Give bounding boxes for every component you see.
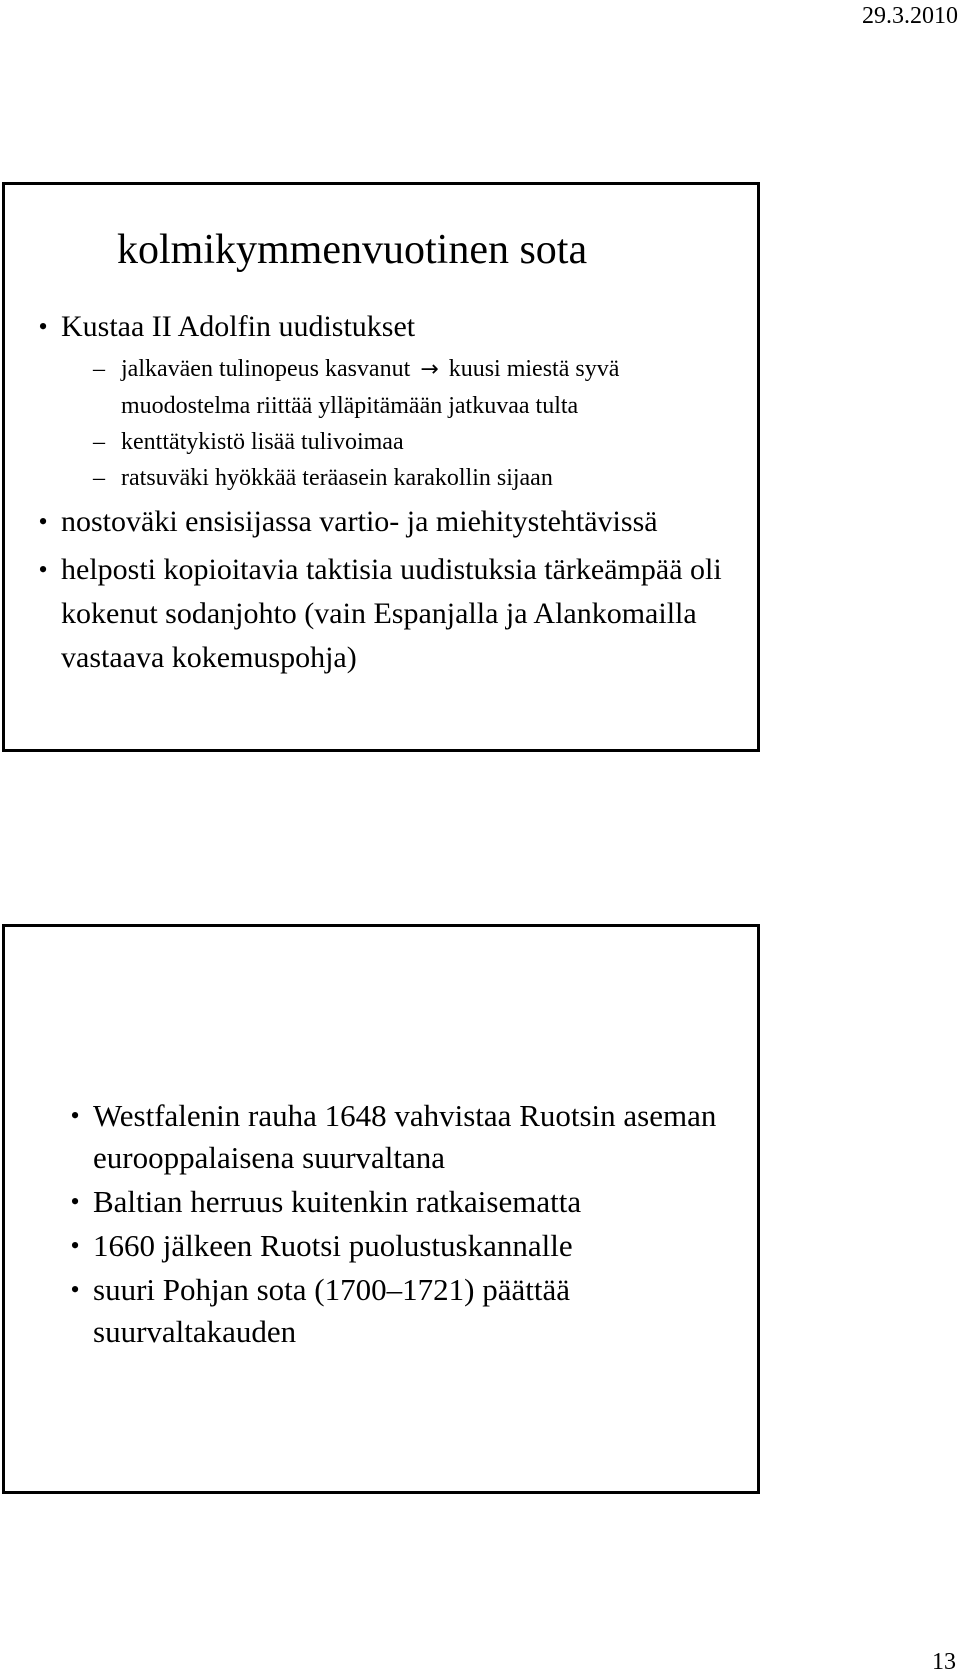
dash-icon: – bbox=[93, 429, 105, 455]
bullet-text: suuri Pohjan sota (1700–1721) päättää suurvaltakauden bbox=[93, 1272, 570, 1349]
bullet-icon: • bbox=[70, 1101, 80, 1130]
date-header: 29.3.2010 bbox=[862, 3, 958, 29]
bullet-text: Kustaa II Adolfin uudistukset bbox=[61, 310, 416, 343]
bullet-text: Westfalenin rauha 1648 vahvistaa Ruotsin aseman eurooppalaisena suurvaltana bbox=[93, 1098, 717, 1175]
dash-icon: – bbox=[93, 465, 105, 491]
slide-title: kolmikymmenvuotinen sota bbox=[117, 227, 588, 273]
bullet-icon: • bbox=[38, 555, 48, 584]
bullet-icon: • bbox=[38, 507, 48, 536]
page-number: 13 bbox=[932, 1649, 956, 1675]
slide-2 bbox=[2, 924, 760, 1494]
bullet-item bbox=[65, 1269, 745, 1353]
slide-2-bullet-list bbox=[65, 1095, 745, 1353]
bullet-item bbox=[65, 1225, 745, 1267]
slide-1 bbox=[2, 182, 760, 752]
sub-bullet-item bbox=[61, 460, 753, 496]
dash-icon: – bbox=[93, 356, 105, 382]
bullet-item bbox=[65, 1095, 745, 1179]
bullet-icon: • bbox=[70, 1231, 80, 1260]
sub-bullet-item bbox=[61, 351, 753, 424]
sub-bullet-text: kuusi miestä syvä muodostelma riittää ylläpitämään jatkuvaa tulta bbox=[121, 356, 620, 419]
bullet-icon: • bbox=[70, 1187, 80, 1216]
bullet-text: helposti kopioitavia taktisia uudistuksia tärkeämpää oli kokenut sodanjohto (vain Espanjalla ja Alankomailla vastaava kokemuspohja) bbox=[61, 553, 722, 674]
sub-bullet-text: ratsuväki hyökkää teräasein karakollin sijaan bbox=[121, 465, 553, 491]
sub-bullet-text: kenttätykistö lisää tulivoimaa bbox=[121, 429, 404, 455]
bullet-item bbox=[33, 305, 753, 496]
sub-bullet-text: jalkaväen tulinopeus kasvanut bbox=[121, 356, 411, 382]
bullet-item bbox=[65, 1181, 745, 1223]
bullet-item bbox=[33, 500, 753, 544]
slide-1-bullet-list bbox=[33, 305, 753, 680]
bullet-item bbox=[33, 548, 753, 680]
bullet-text: nostoväki ensisijassa vartio- ja miehitystehtävissä bbox=[61, 505, 658, 538]
arrow-right-icon: → bbox=[420, 357, 439, 382]
bullet-text: 1660 jälkeen Ruotsi puolustuskannalle bbox=[93, 1228, 573, 1263]
bullet-icon: • bbox=[70, 1275, 80, 1304]
bullet-icon: • bbox=[38, 312, 48, 341]
bullet-text: Baltian herruus kuitenkin ratkaisematta bbox=[93, 1184, 582, 1219]
sub-bullet-list bbox=[61, 351, 753, 496]
sub-bullet-item bbox=[61, 424, 753, 460]
